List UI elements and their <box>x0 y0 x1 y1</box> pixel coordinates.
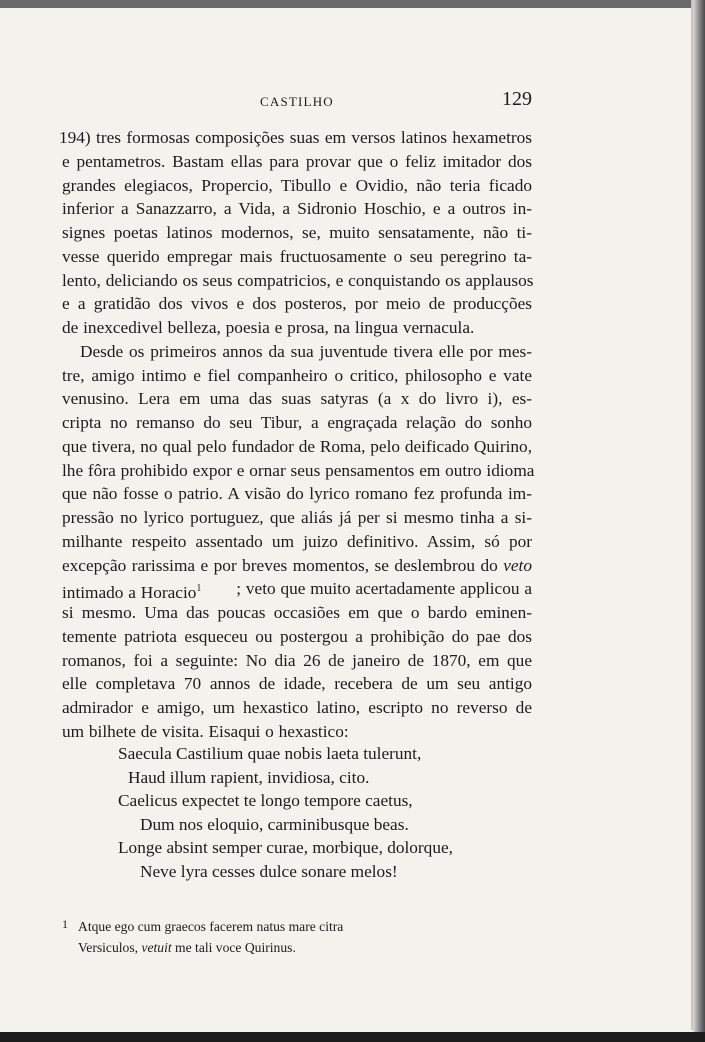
scan-bottom-border <box>0 1032 705 1042</box>
text-line: e pentametros. Bastam ellas para provar que o feliz imitador dos <box>62 151 532 171</box>
text-line: de inexcedivel belleza, poesia e prosa, na lingua vernacula. <box>62 318 475 337</box>
text-line: que tivera, no qual pelo fundador de Roma, pelo deificado Quirino, <box>62 436 533 456</box>
text-line: romanos, foi a seguinte: No dia 26 de janeiro de 1870, em que <box>62 650 532 670</box>
text-line <box>62 554 532 578</box>
text-span: ; veto que muito acertadamente applicou a <box>236 579 532 599</box>
hexastich-poem <box>118 742 538 883</box>
footnote-reference[interactable]: 1 <box>196 583 202 595</box>
footnote <box>62 916 438 958</box>
text-line: um bilhete de visita. Eisaqui o hexastico: <box>62 721 349 741</box>
page-number: 129 <box>502 88 532 110</box>
poem-line: Haud illum rapient, invidiosa, cito. <box>128 767 370 787</box>
text-span <box>62 577 201 601</box>
text-line <box>62 577 532 601</box>
poem-line: Longe absint semper curae, morbique, dolorque, <box>118 838 453 857</box>
text-span: excepção rarissima e por breves momentos, se deslembrou do <box>62 555 498 575</box>
running-header <box>62 88 532 112</box>
text-line: elle completava 70 annos de idade, recebera de um seu antigo <box>62 674 532 694</box>
text-line: si mesmo. Uma das poucas occasiões em que o bardo eminen- <box>62 603 532 622</box>
text-line: e a gratidão dos vivos e dos posteros, por meio de producções <box>62 294 532 314</box>
poem-line: Saecula Castilium quae nobis laeta tulerunt, <box>118 744 422 763</box>
footnote-line <box>78 937 438 958</box>
text-span: me tali voce Quirinus. <box>171 940 296 955</box>
scan-top-border <box>0 0 705 8</box>
body-text <box>59 126 535 744</box>
text-line: que não fosse o patrio. A visão do lyrico romano fez profunda im- <box>62 484 532 504</box>
poem-line: Caelicus expectet te longo tempore caetus, <box>118 791 413 810</box>
text-line: vesse querido empregar mais fructuosamente o seu peregrino ta- <box>62 246 532 266</box>
footnote-line: Atque ego cum graecos facerem natus mare citra <box>78 919 344 934</box>
text-line: pressão no lyrico portuguez, que aliás já per si mesmo tinha a si- <box>62 508 532 527</box>
footnote-mark: 1 <box>62 917 68 931</box>
scan-right-border <box>693 0 705 1042</box>
poem-line: Dum nos eloquio, carminibusque beas. <box>140 814 409 834</box>
text-line: milhante respeito assentado um juizo definitivo. Assim, só por <box>62 531 532 551</box>
text-line: venusino. Lera em uma das suas satyras (a x do livro i), es- <box>62 389 532 409</box>
running-title: CASTILHO <box>260 94 334 109</box>
text-line: lhe fôra prohibido expor e ornar seus pensamentos em outro idioma <box>62 460 535 480</box>
italic-word: veto <box>503 555 532 575</box>
text-line: grandes elegiacos, Propercio, Tibullo e Ovidio, não teria ficado <box>62 175 532 195</box>
text-span: Versiculos, <box>78 940 142 955</box>
text-line: cripta no remanso do seu Tibur, a engraçada relação do sonho <box>62 413 532 432</box>
text-line: 194) tres formosas composições suas em versos latinos hexametros <box>59 128 532 147</box>
text-line: lento, deliciando os seus compatricios, e conquistando os applausos <box>62 270 534 290</box>
poem-line: Neve lyra cesses dulce sonare melos! <box>140 861 398 881</box>
italic-word: vetuit <box>141 940 172 955</box>
text-line: signes poetas latinos modernos, se, muito sensatamente, não ti- <box>62 223 532 242</box>
text-line: admirador e amigo, um hexastico latino, escripto no reverso de <box>62 698 532 717</box>
text-line: temente patriota esqueceu ou postergou a prohibição do pae dos <box>62 626 532 646</box>
text-line: Desde os primeiros annos da sua juventude tivera elle por mes- <box>80 341 532 361</box>
text-line: tre, amigo intimo e fiel companheiro o critico, philosopho e vate <box>62 365 532 385</box>
text-span: intimado a Horacio <box>62 583 197 603</box>
text-line: inferior a Sanazzarro, a Vida, a Sidronio Hoschio, e a outros in- <box>62 199 532 219</box>
